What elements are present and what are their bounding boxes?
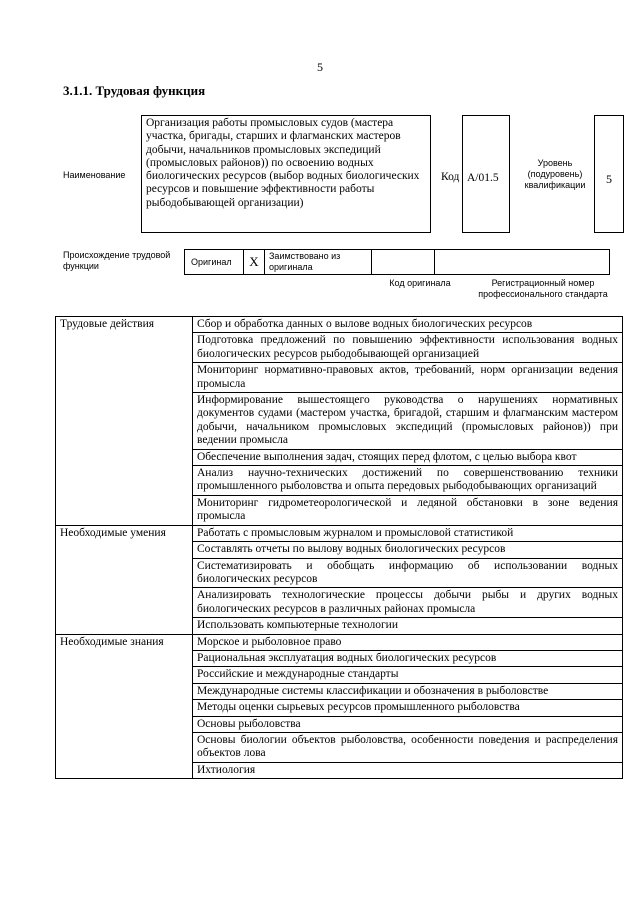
table-cell: Методы оценки сырьевых ресурсов промышленного рыболовства xyxy=(193,700,623,716)
table-row xyxy=(56,634,623,650)
table-cell: Рациональная эксплуатация водных биологических ресурсов xyxy=(193,650,623,666)
group-header: Необходимые умения xyxy=(56,525,193,634)
reg-number-caption: Регистрационный номер профессионального стандарта xyxy=(478,278,608,299)
group-header: Необходимые знания xyxy=(56,634,193,779)
table-row xyxy=(56,525,623,541)
origin-row xyxy=(185,249,625,275)
code-original-caption: Код оригинала xyxy=(389,278,451,288)
table-cell: Обеспечение выполнения задач, стоящих перед флотом, с целью выбора квот xyxy=(193,449,623,465)
function-name-box: Организация работы промысловых судов (мастера участка, бригады, старших и флагманских мастеров добычи, начальников промысловых экспедиций (промысловых районов)) по освоению водных биологических ресурсов (выбор водных биологических ресурсов и повышение эффективности работы рыбодобывающей организации) xyxy=(141,115,431,233)
table-cell: Составлять отчеты по вылову водных биологических ресурсов xyxy=(193,542,623,558)
table-cell: Анализ научно-технических достижений по совершенствованию техники промышленного рыболовства и опыта передовых рыбодобывающих организаций xyxy=(193,466,623,496)
level-value: 5 xyxy=(594,115,624,233)
table-cell: Основы рыболовства xyxy=(193,716,623,732)
table-cell: Использовать компьютерные технологии xyxy=(193,618,623,634)
code-value: A/01.5 xyxy=(462,115,510,233)
code-original-cell xyxy=(371,249,435,275)
table-cell: Ихтиология xyxy=(193,762,623,778)
group-header: Трудовые действия xyxy=(56,317,193,526)
table-cell: Основы биологии объектов рыболовства, особенности поведения и распределения объектов лова xyxy=(193,732,623,762)
section-title: 3.1.1. Трудовая функция xyxy=(63,83,206,98)
table-cell: Сбор и обработка данных о вылове водных биологических ресурсов xyxy=(193,317,623,333)
reg-number-cell xyxy=(434,249,610,275)
table-cell: Подготовка предложений по повышению эффективности использования водных биологических ресурсов рыбодобывающей организацией xyxy=(193,333,623,363)
table-cell: Информирование вышестоящего руководства о нарушениях нормативных документов судами (мастером участка, бригадой, старшим и флагманским мастером добычи, начальником промысловых экспедиций (промысловых районов)) при ведении промысла xyxy=(193,393,623,450)
function-table xyxy=(55,316,623,779)
level-label: Уровень (подуровень) квалификации xyxy=(524,158,586,190)
table-cell: Работать с промысловым журналом и промысловой статистикой xyxy=(193,525,623,541)
table-cell: Морское и рыболовное право xyxy=(193,634,623,650)
table-cell: Мониторинг нормативно-правовых актов, требований, норм организации ведения промысла xyxy=(193,363,623,393)
original-label: Оригинал xyxy=(184,249,244,275)
name-label: Наименование xyxy=(63,170,126,180)
origin-label: Происхождение трудовой функции xyxy=(63,250,171,271)
table-cell: Международные системы классификации и обозначения в рыболовстве xyxy=(193,683,623,699)
table-row xyxy=(56,317,623,333)
code-label: Код xyxy=(441,171,460,183)
page-number: 5 xyxy=(317,60,323,74)
table-cell: Российские и международные стандарты xyxy=(193,667,623,683)
borrowed-label: Заимствовано из оригинала xyxy=(264,249,372,275)
original-mark: X xyxy=(243,249,265,275)
table-cell: Систематизировать и обобщать информацию об использовании водных биологических ресурсов xyxy=(193,558,623,588)
table-cell: Мониторинг гидрометеорологической и ледяной обстановки в зоне ведения промысла xyxy=(193,495,623,525)
table-cell: Анализировать технологические процессы добычи рыбы и других водных биологических ресурсов в различных районах промысла xyxy=(193,588,623,618)
